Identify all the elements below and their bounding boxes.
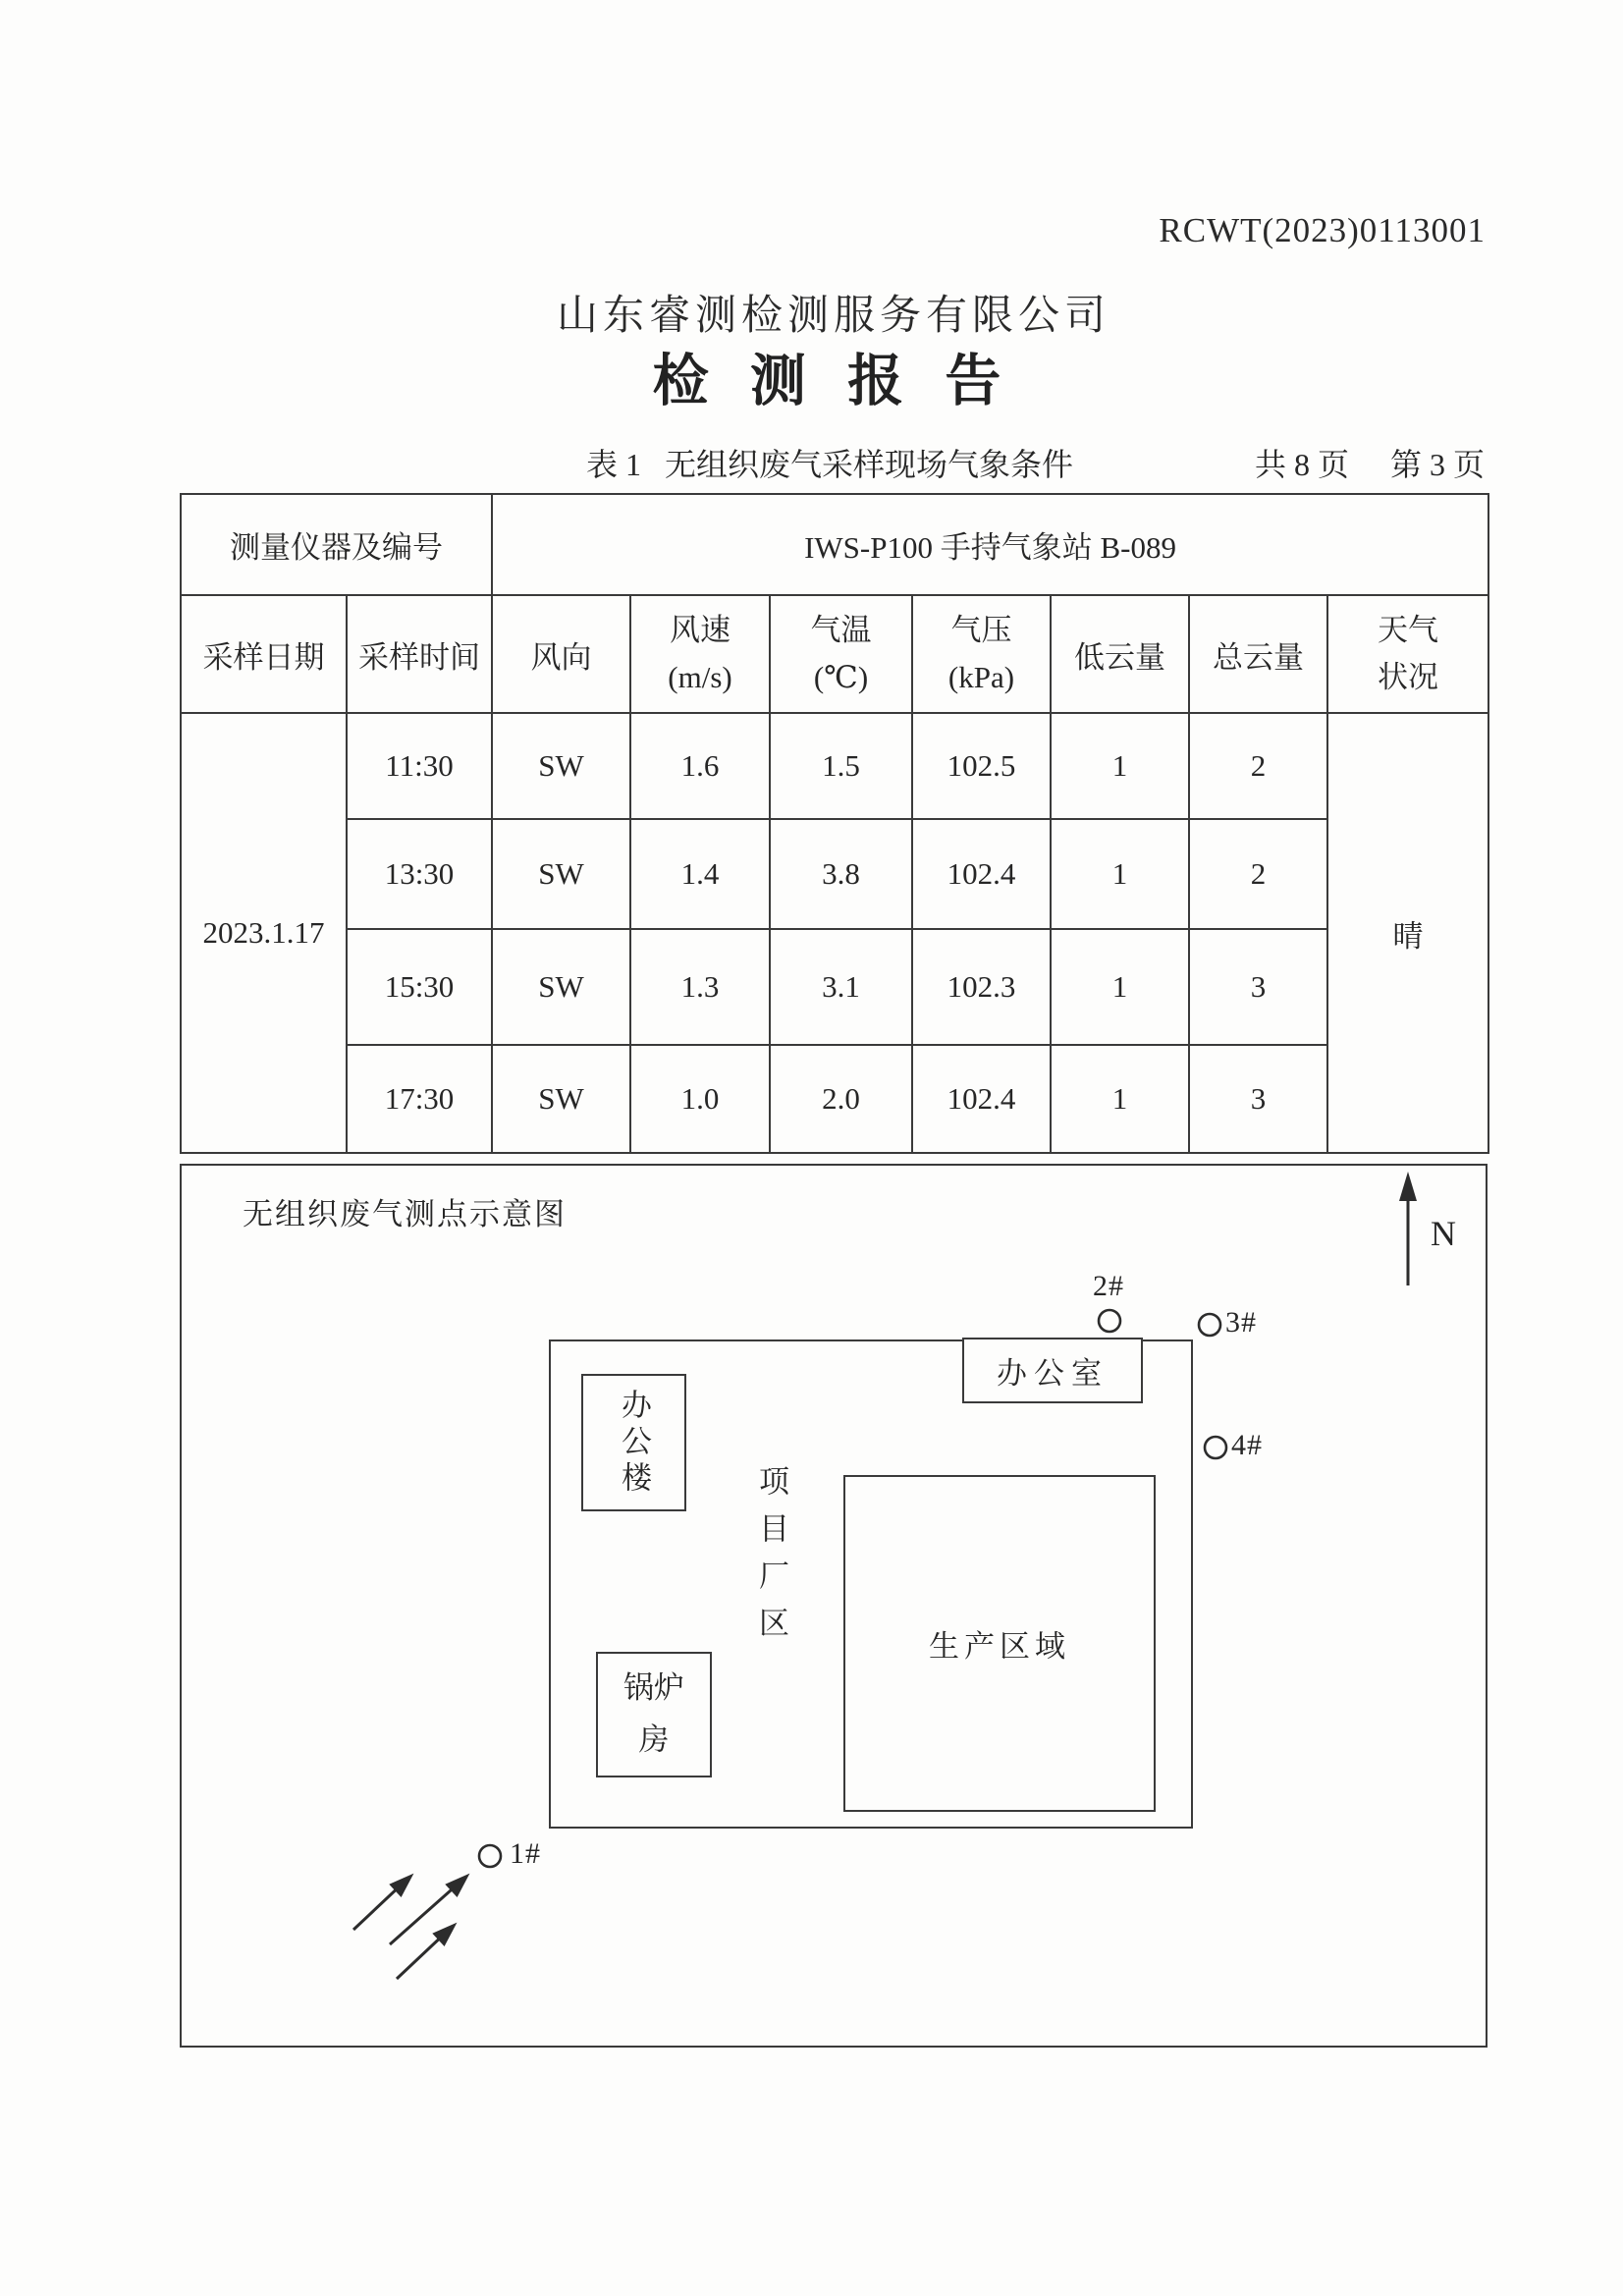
pressure-cell: 102.3 bbox=[912, 929, 1051, 1045]
weather-conditions-table bbox=[180, 493, 1489, 1154]
measure-point-3-marker bbox=[1199, 1314, 1220, 1336]
measure-point-1-marker bbox=[479, 1845, 501, 1867]
table-row bbox=[181, 1045, 1488, 1153]
weather-cell: 晴 bbox=[1327, 713, 1488, 1153]
col-header-low-cloud: 低云量 bbox=[1051, 595, 1189, 713]
instrument-row bbox=[181, 494, 1488, 595]
wind-speed-cell: 1.4 bbox=[630, 819, 770, 929]
table-row bbox=[181, 713, 1488, 819]
col-header-temperature-line1: 气温 bbox=[810, 612, 872, 647]
diagram-title: 无组织废气测点示意图 bbox=[243, 1197, 567, 1231]
time-cell: 17:30 bbox=[347, 1045, 492, 1153]
measure-point-4-marker bbox=[1205, 1437, 1226, 1458]
office-room-box bbox=[962, 1338, 1143, 1403]
col-header-pressure-line1: 气压 bbox=[950, 612, 1012, 647]
measure-point-4-label: 4# bbox=[1231, 1429, 1263, 1461]
boiler-room-label-line1: 锅炉 bbox=[623, 1670, 684, 1705]
table-caption: 表 1 无组织废气采样现场气象条件 bbox=[586, 447, 1074, 482]
sample-date-cell: 2023.1.17 bbox=[181, 713, 347, 1153]
table-row bbox=[181, 819, 1488, 929]
total-cloud-cell: 2 bbox=[1189, 713, 1327, 819]
wind-speed-cell: 1.6 bbox=[630, 713, 770, 819]
measure-point-2-label: 2# bbox=[1093, 1270, 1124, 1302]
total-cloud-cell: 2 bbox=[1189, 819, 1327, 929]
col-header-pressure-line2: (kPa) bbox=[947, 660, 1015, 694]
measure-point-1-label: 1# bbox=[510, 1837, 541, 1870]
boiler-room-label-line2: 房 bbox=[638, 1722, 670, 1758]
page-count-total: 共 8 页 bbox=[1254, 447, 1349, 482]
north-label: N bbox=[1431, 1214, 1456, 1253]
pressure-cell: 102.4 bbox=[912, 1045, 1051, 1153]
col-header-wind-direction: 风向 bbox=[492, 595, 630, 713]
low-cloud-cell: 1 bbox=[1051, 819, 1189, 929]
wind-speed-cell: 1.3 bbox=[630, 929, 770, 1045]
page-title: 检 测 报 告 bbox=[652, 351, 1015, 412]
col-header-wind-speed bbox=[630, 595, 770, 713]
instrument-label-cell: 测量仪器及编号 bbox=[181, 494, 492, 595]
site-diagram bbox=[180, 1164, 1488, 2048]
office-building-box bbox=[581, 1374, 686, 1511]
wind-dir-cell: SW bbox=[492, 1045, 630, 1153]
production-area-box bbox=[843, 1475, 1156, 1812]
boiler-room-box bbox=[596, 1652, 712, 1777]
col-header-weather-line2: 状况 bbox=[1378, 660, 1439, 694]
low-cloud-cell: 1 bbox=[1051, 713, 1189, 819]
production-area-label: 生产区域 bbox=[929, 1629, 1070, 1664]
col-header-pressure bbox=[912, 595, 1051, 713]
col-header-weather-line1: 天气 bbox=[1378, 612, 1439, 647]
time-cell: 13:30 bbox=[347, 819, 492, 929]
col-header-temperature-line2: (℃) bbox=[813, 660, 869, 694]
low-cloud-cell: 1 bbox=[1051, 929, 1189, 1045]
office-building-label: 办公楼 bbox=[617, 1388, 651, 1498]
col-header-wind-speed-line1: 风速 bbox=[670, 612, 730, 647]
office-room-label: 办公室 bbox=[997, 1356, 1109, 1391]
wind-arrow-icon bbox=[390, 1867, 476, 1944]
col-header-temperature bbox=[770, 595, 912, 713]
pressure-cell: 102.4 bbox=[912, 819, 1051, 929]
col-header-weather bbox=[1327, 595, 1488, 713]
temp-cell: 1.5 bbox=[770, 713, 912, 819]
col-header-time: 采样时间 bbox=[347, 595, 492, 713]
measure-point-3-label: 3# bbox=[1225, 1306, 1257, 1339]
wind-dir-cell: SW bbox=[492, 713, 630, 819]
temp-cell: 2.0 bbox=[770, 1045, 912, 1153]
pressure-cell: 102.5 bbox=[912, 713, 1051, 819]
wind-dir-cell: SW bbox=[492, 929, 630, 1045]
col-header-date: 采样日期 bbox=[181, 595, 347, 713]
total-cloud-cell: 3 bbox=[1189, 1045, 1327, 1153]
wind-dir-cell: SW bbox=[492, 819, 630, 929]
time-cell: 15:30 bbox=[347, 929, 492, 1045]
low-cloud-cell: 1 bbox=[1051, 1045, 1189, 1153]
header-row bbox=[181, 595, 1488, 713]
company-name: 山东睿测检测服务有限公司 bbox=[556, 294, 1110, 339]
measure-point-2-marker bbox=[1099, 1310, 1120, 1332]
wind-speed-cell: 1.0 bbox=[630, 1045, 770, 1153]
total-cloud-cell: 3 bbox=[1189, 929, 1327, 1045]
temp-cell: 3.8 bbox=[770, 819, 912, 929]
instrument-value-cell: IWS-P100 手持气象站 B-089 bbox=[492, 494, 1488, 595]
wind-arrow-icon bbox=[353, 1867, 420, 1930]
time-cell: 11:30 bbox=[347, 713, 492, 819]
factory-area-label: 项目厂区 bbox=[754, 1465, 788, 1654]
col-header-total-cloud: 总云量 bbox=[1189, 595, 1327, 713]
col-header-wind-speed-line2: (m/s) bbox=[668, 660, 732, 694]
north-arrow-icon bbox=[1399, 1172, 1417, 1285]
report-number: RCWT(2023)0113001 bbox=[1159, 211, 1486, 249]
page-info bbox=[1255, 440, 1485, 485]
wind-arrow-icon bbox=[397, 1916, 463, 1979]
page-number-current: 第 3 页 bbox=[1389, 447, 1485, 482]
table-row bbox=[181, 929, 1488, 1045]
temp-cell: 3.1 bbox=[770, 929, 912, 1045]
